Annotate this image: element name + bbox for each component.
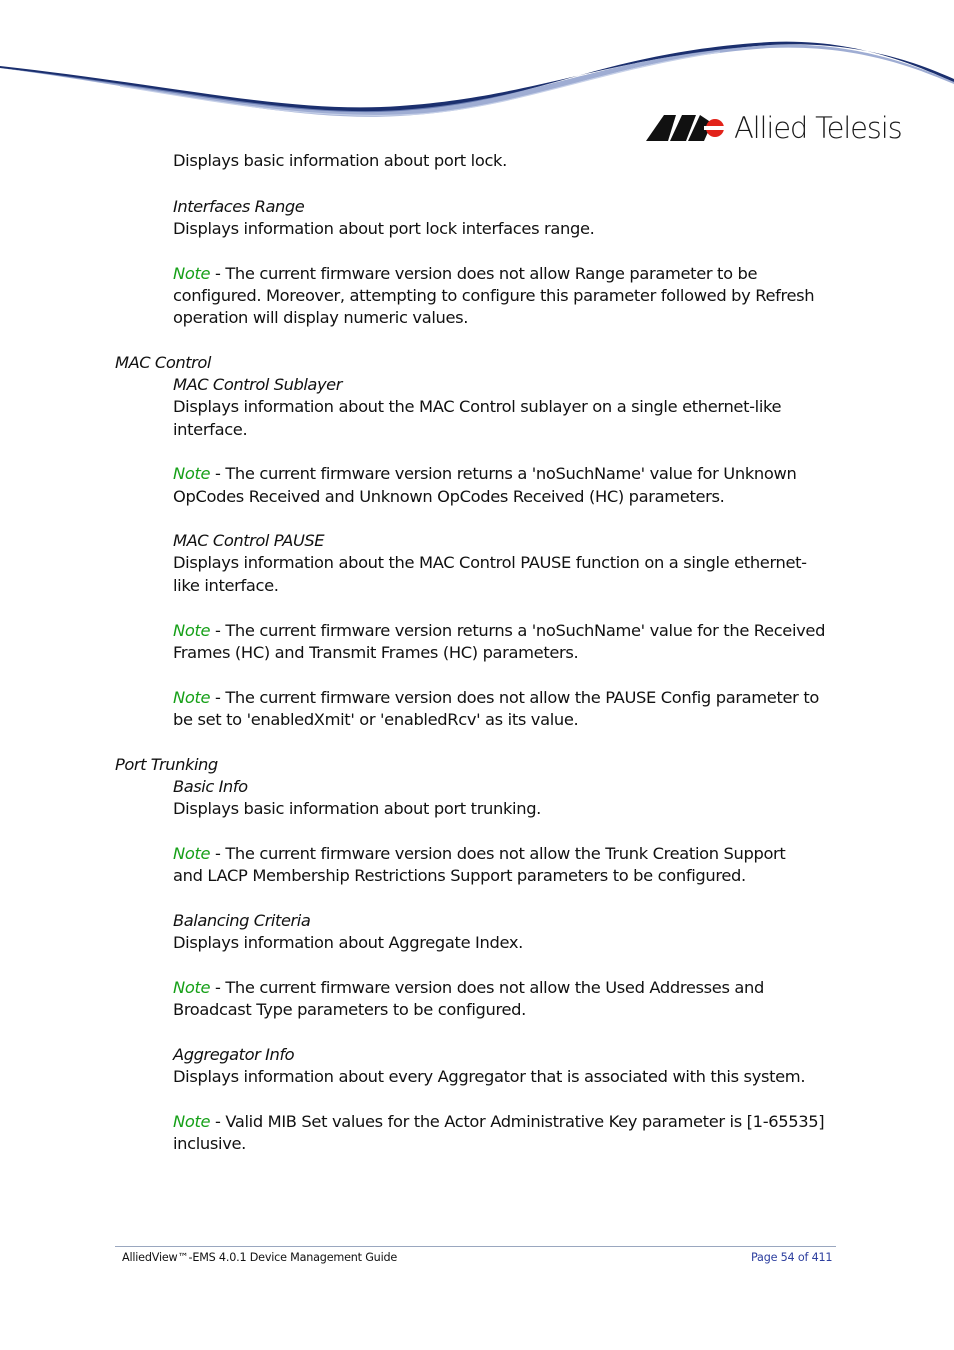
basic-info-description: Displays basic information about port trunking.: [173, 799, 542, 818]
allied-telesis-logo: [646, 108, 901, 148]
mac-sublayer-description-line2: interface.: [173, 420, 248, 439]
basic-info-heading: Basic Info: [173, 777, 248, 796]
port-trunking-heading: Port Trunking: [115, 755, 218, 774]
note-pause-config-line2: be set to 'enabledXmit' or 'enabledRcv' as its value.: [173, 710, 579, 729]
footer-divider: [115, 1246, 836, 1247]
note-frames: Note - The current firmware version returns a 'noSuchName' value for the Received: [173, 621, 826, 640]
note-label: Note: [173, 844, 211, 863]
note-label: Note: [173, 978, 211, 997]
footer-page-number: Page 54 of 411: [751, 1251, 833, 1264]
balancing-criteria-heading: Balancing Criteria: [173, 911, 311, 930]
note-range-line3: operation will display numeric values.: [173, 308, 469, 327]
note-label: Note: [173, 264, 211, 283]
mac-sublayer-description-line1: Displays information about the MAC Control sublayer on a single ethernet-like: [173, 397, 782, 416]
logo-text: Allied Telesis: [734, 111, 902, 145]
note-label: Note: [173, 688, 211, 707]
note-label: Note: [173, 621, 211, 640]
note-label: Note: [173, 1112, 211, 1131]
mac-sublayer-heading: MAC Control Sublayer: [173, 375, 342, 394]
interfaces-range-heading: Interfaces Range: [173, 197, 305, 216]
mac-control-heading: MAC Control: [115, 353, 211, 372]
mac-pause-description-line2: like interface.: [173, 576, 279, 595]
note-range: Note - The current firmware version does not allow Range parameter to be: [173, 264, 758, 283]
note-actor-key: Note - Valid MIB Set values for the Actor Administrative Key parameter is [1-65535]: [173, 1112, 825, 1131]
note-opcodes-line2: OpCodes Received and Unknown OpCodes Received (HC) parameters.: [173, 487, 725, 506]
portlock-basic-description: Displays basic information about port lock.: [173, 151, 507, 170]
mac-pause-heading: MAC Control PAUSE: [173, 531, 325, 550]
note-range-line2: configured. Moreover, attempting to configure this parameter followed by Refresh: [173, 286, 815, 305]
note-used-addresses-line2: Broadcast Type parameters to be configured.: [173, 1000, 526, 1019]
note-trunk-creation: Note - The current firmware version does not allow the Trunk Creation Support: [173, 844, 786, 863]
balancing-criteria-description: Displays information about Aggregate Index.: [173, 933, 523, 952]
note-actor-key-line2: inclusive.: [173, 1134, 246, 1153]
allied-telesis-logo-mark-icon: [646, 115, 726, 141]
footer-document-title: AlliedView™-EMS 4.0.1 Device Management Guide: [122, 1251, 398, 1264]
note-label: Note: [173, 464, 211, 483]
note-trunk-creation-line2: and LACP Membership Restrictions Support parameters to be configured.: [173, 866, 746, 885]
aggregator-info-description: Displays information about every Aggregator that is associated with this system.: [173, 1067, 806, 1086]
note-frames-line2: Frames (HC) and Transmit Frames (HC) parameters.: [173, 643, 579, 662]
note-used-addresses: Note - The current firmware version does not allow the Used Addresses and: [173, 978, 764, 997]
note-pause-config: Note - The current firmware version does not allow the PAUSE Config parameter to: [173, 688, 819, 707]
mac-pause-description-line1: Displays information about the MAC Control PAUSE function on a single ethernet-: [173, 553, 807, 572]
interfaces-range-description: Displays information about port lock interfaces range.: [173, 219, 595, 238]
aggregator-info-heading: Aggregator Info: [173, 1045, 295, 1064]
note-opcodes: Note - The current firmware version returns a 'noSuchName' value for Unknown: [173, 464, 797, 483]
